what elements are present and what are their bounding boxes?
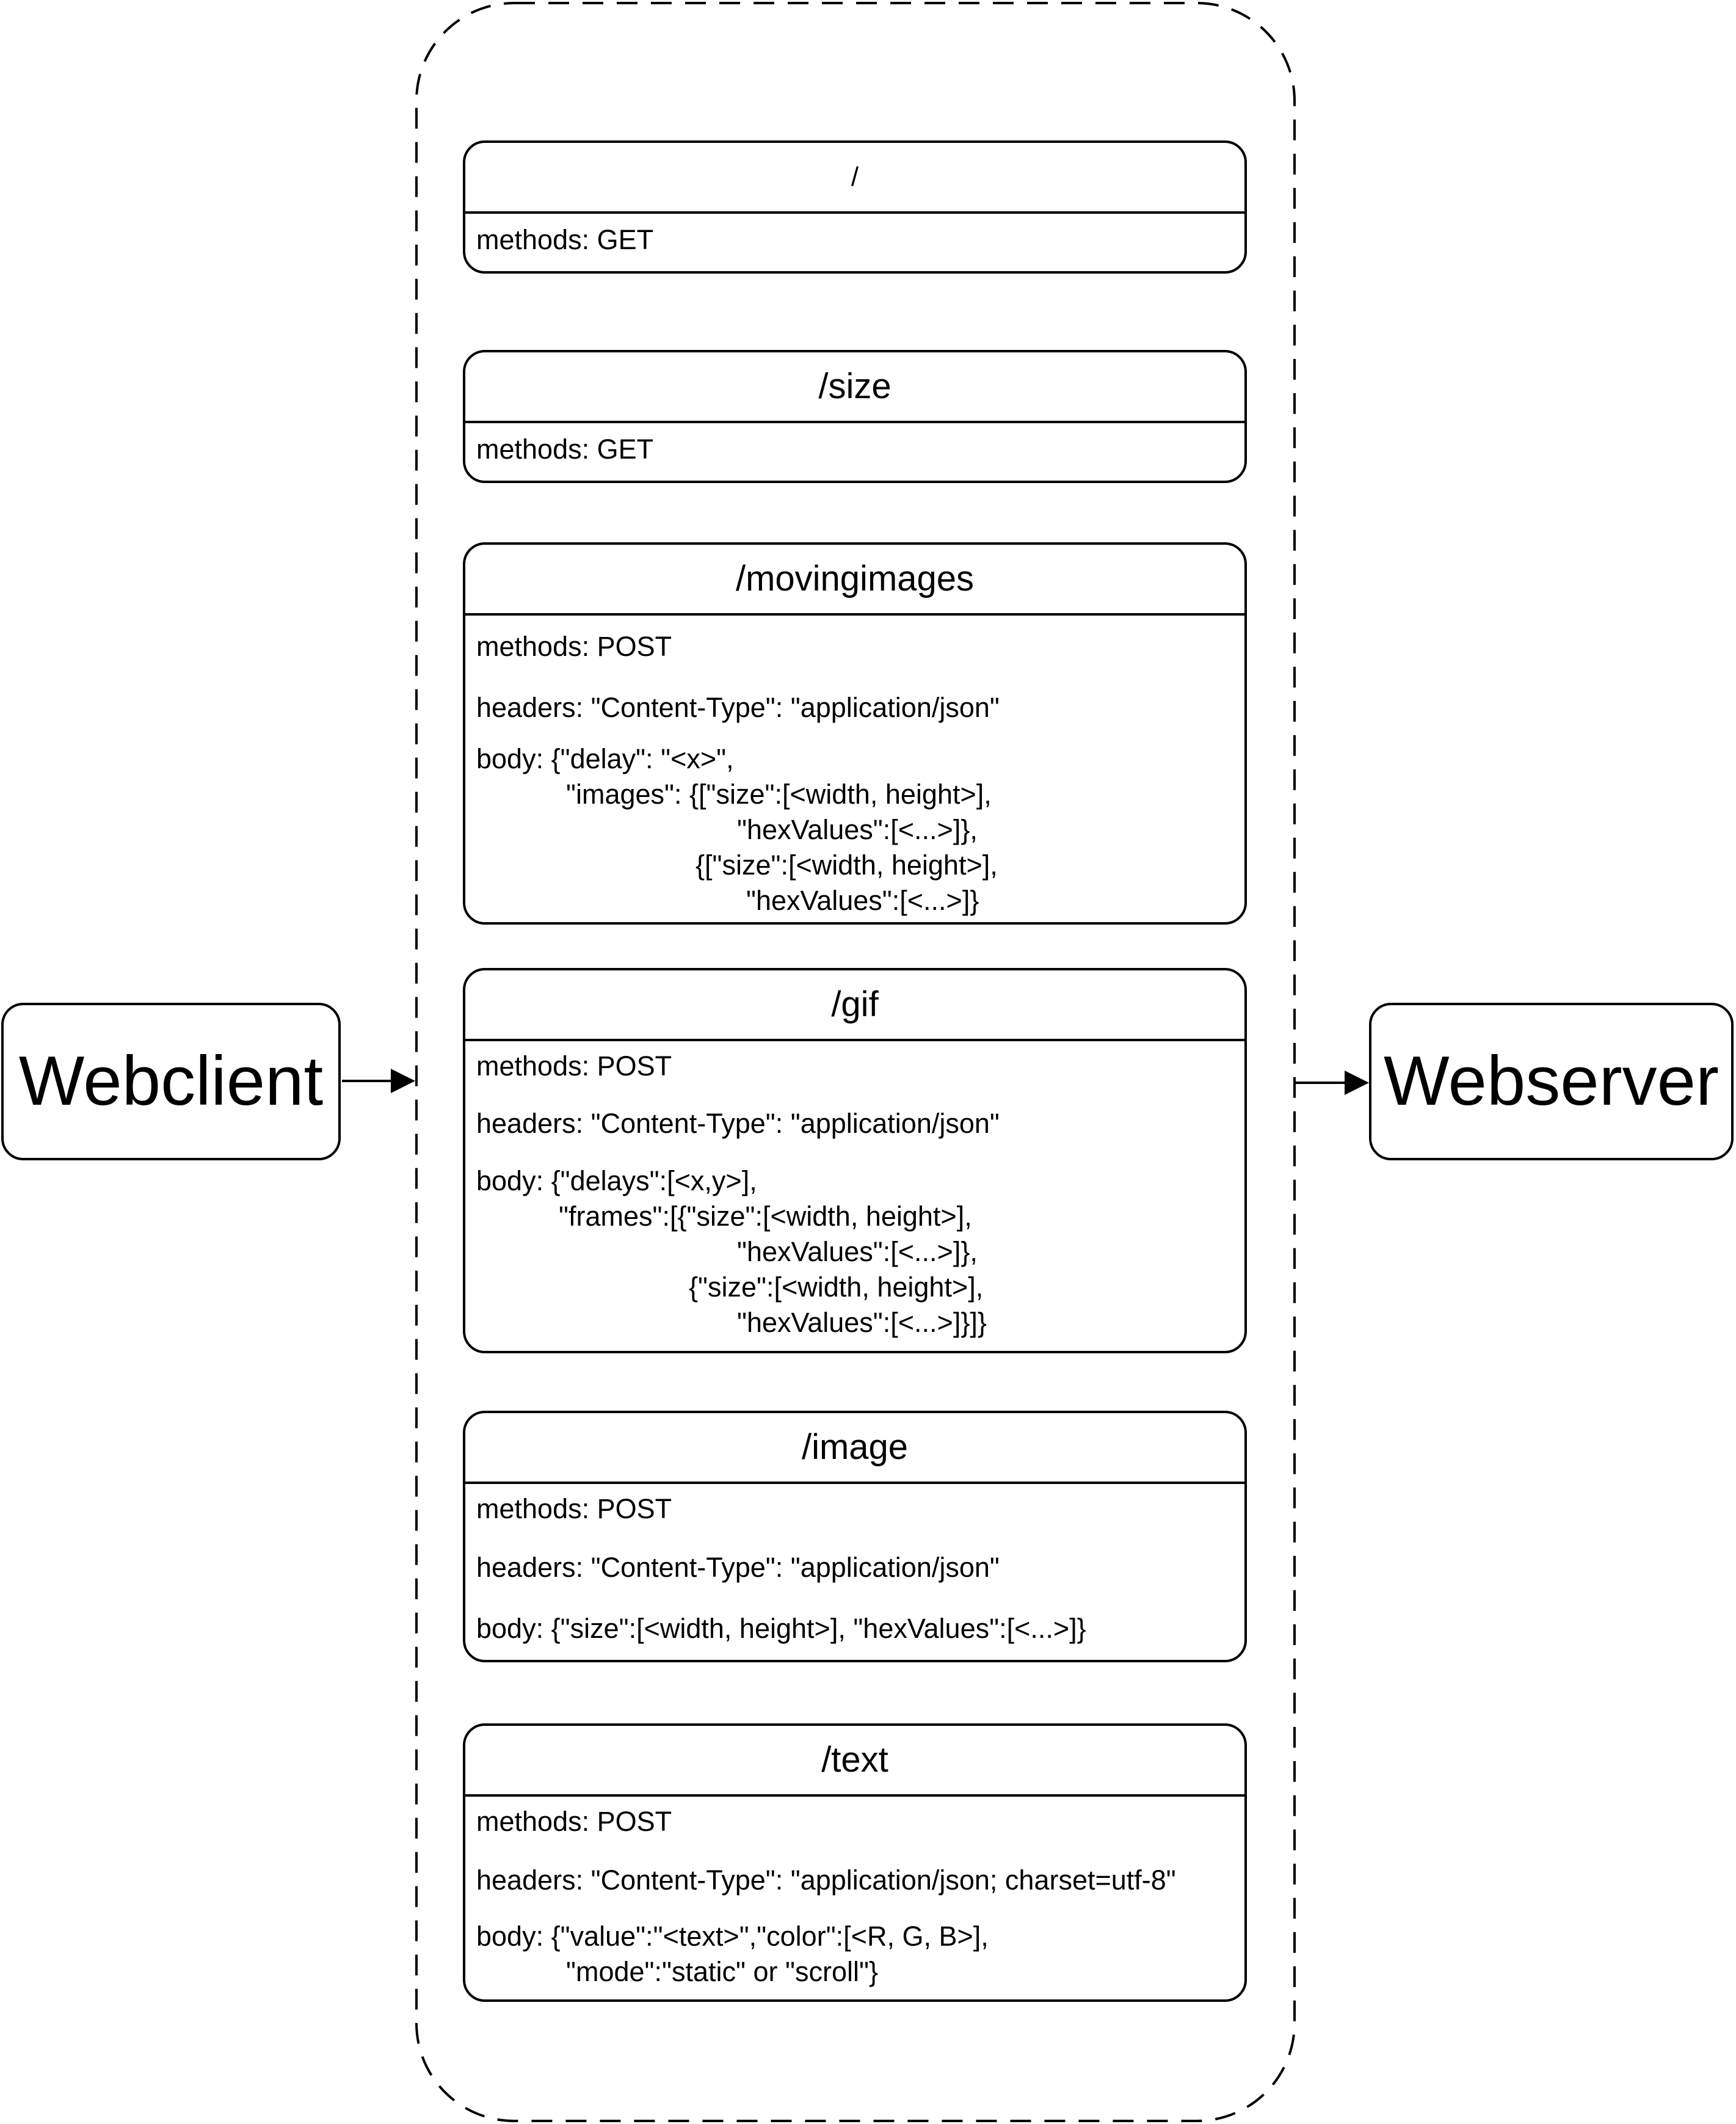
route-body-line: "hexValues":[<...>]}]}	[737, 1307, 987, 1338]
route-body-line: body: {"delays":[<x,y>],	[476, 1165, 757, 1196]
route-body-line: "hexValues":[<...>]},	[737, 1236, 978, 1267]
route-root	[463, 140, 1247, 274]
route-methods: methods: POST	[476, 631, 672, 662]
route-body-line: "hexValues":[<...>]},	[737, 814, 978, 845]
route-headers: headers: "Content-Type": "application/json; charset=utf-8"	[476, 1864, 1176, 1896]
route-body-line: body: {"size":[<width, height>], "hexValues":[<...>]}	[476, 1613, 1086, 1644]
route-headers: headers: "Content-Type": "application/json"	[476, 1108, 1000, 1139]
route-methods: methods: GET	[476, 224, 654, 255]
webclient-label: Webclient	[18, 1042, 324, 1120]
webserver-node	[1369, 1003, 1734, 1160]
route-headers: headers: "Content-Type": "application/json"	[476, 692, 1000, 723]
webserver-label: Webserver	[1383, 1042, 1720, 1120]
route-gif	[463, 968, 1247, 1353]
route-methods: methods: GET	[476, 434, 654, 465]
route-methods: methods: POST	[476, 1050, 672, 1082]
route-title: /size	[465, 352, 1244, 423]
route-methods: methods: POST	[476, 1493, 672, 1524]
route-methods: methods: POST	[476, 1806, 672, 1837]
route-title: /movingimages	[465, 545, 1244, 616]
route-title: /image	[465, 1413, 1244, 1484]
route-text	[463, 1723, 1247, 2002]
webclient-node	[1, 1003, 341, 1160]
route-body-line: {["size":[<width, height>],	[695, 849, 998, 881]
route-body-line: "frames":[{"size":[<width, height>],	[559, 1201, 972, 1232]
route-title: /gif	[465, 970, 1244, 1041]
route-body-line: "mode":"static" or "scroll"}	[566, 1956, 878, 1987]
route-title: /text	[465, 1726, 1244, 1797]
route-headers: headers: "Content-Type": "application/json"	[476, 1552, 1000, 1583]
route-body-line: body: {"delay": "<x>",	[476, 743, 734, 774]
route-body-line: "images": {["size":[<width, height>],	[566, 779, 992, 810]
route-body-line: body: {"value":"<text>","color":[<R, G, B>],	[476, 1921, 989, 1952]
route-movingimages	[463, 542, 1247, 925]
route-body-line: {"size":[<width, height>],	[689, 1271, 984, 1303]
route-size	[463, 350, 1247, 483]
route-title: /	[465, 143, 1244, 214]
route-body-line: "hexValues":[<...>]}	[746, 885, 979, 916]
route-image	[463, 1411, 1247, 1662]
